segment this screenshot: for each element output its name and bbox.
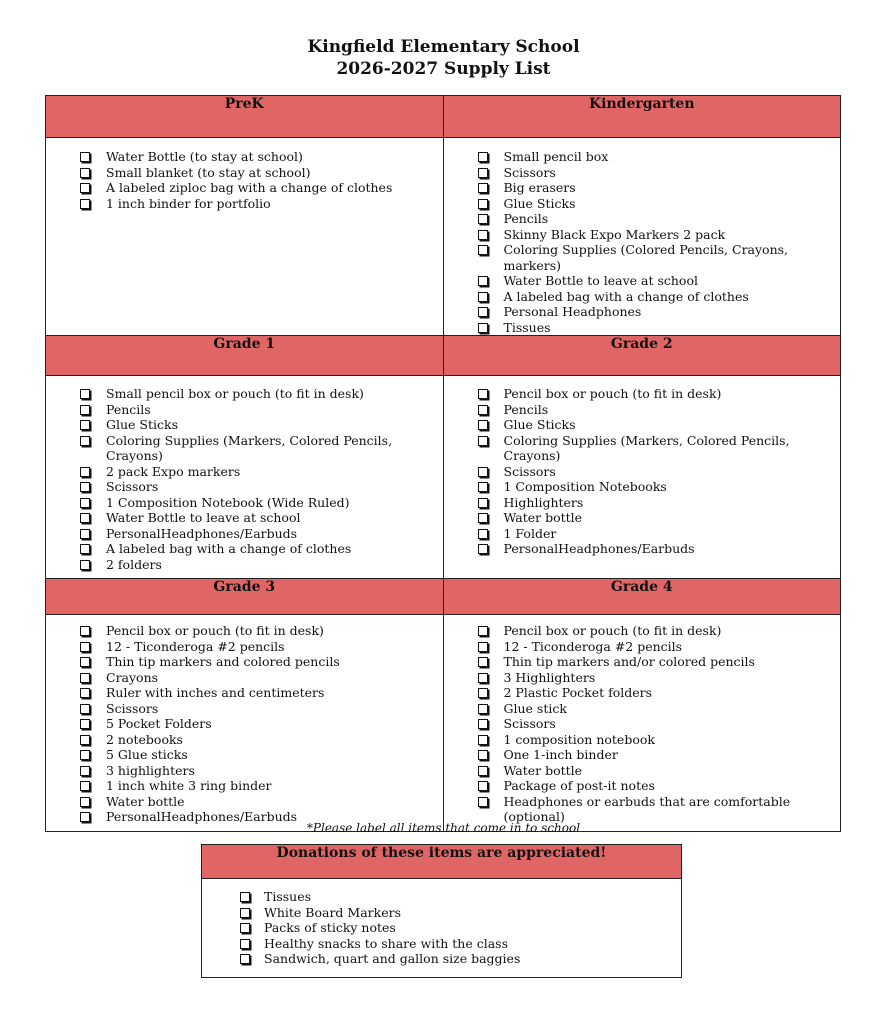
item-label: Water bottle xyxy=(503,762,583,778)
checkbox-icon xyxy=(478,405,488,415)
list-item xyxy=(240,951,681,967)
checkbox-icon xyxy=(80,657,90,667)
header-grade-3: Grade 3 xyxy=(46,579,444,615)
checkbox-icon xyxy=(80,673,90,683)
item-label: Healthy snacks to share with the class xyxy=(264,935,508,951)
list-grade-2 xyxy=(444,376,841,557)
item-label: Water bottle xyxy=(503,510,583,525)
item-label: 12 - Ticonderoga #2 pencils xyxy=(503,638,683,654)
header-grade-4: Grade 4 xyxy=(443,579,841,615)
item-label: Skinny Black Expo Markers 2 pack xyxy=(503,226,726,242)
cell-kindergarten xyxy=(443,138,841,336)
list-item xyxy=(80,464,443,480)
list-item xyxy=(80,778,443,794)
checkbox-icon xyxy=(240,954,250,964)
item-label: Sandwich, quart and gallon size baggies xyxy=(264,951,521,966)
checkbox-icon xyxy=(80,389,90,399)
cell-grade-3 xyxy=(46,615,444,832)
checkbox-icon xyxy=(478,199,488,209)
checkbox-icon xyxy=(478,781,488,791)
item-label: 12 - Ticonderoga #2 pencils xyxy=(106,638,285,654)
list-item xyxy=(240,936,681,952)
list-item xyxy=(80,510,443,526)
list-item xyxy=(478,701,841,717)
item-label: 2 folders xyxy=(106,556,162,572)
item-label: Thin tip markers and/or colored pencils xyxy=(503,654,755,669)
checkbox-icon xyxy=(80,688,90,698)
checkbox-icon xyxy=(478,307,488,317)
list-item xyxy=(478,685,841,701)
item-label: 2 pack Expo markers xyxy=(106,463,241,479)
item-label: Pencils xyxy=(106,401,151,417)
document-title xyxy=(0,36,887,80)
list-item xyxy=(80,433,443,464)
list-item xyxy=(478,495,841,511)
list-item xyxy=(478,417,841,433)
list-item xyxy=(478,402,841,418)
checkbox-icon xyxy=(80,498,90,508)
list-item xyxy=(240,889,681,905)
list-item xyxy=(478,320,841,336)
checkbox-icon xyxy=(478,276,488,286)
item-label: Headphones or earbuds that are comfortable (optional) xyxy=(503,793,791,824)
item-label: Crayons xyxy=(106,669,159,685)
list-item xyxy=(478,732,841,748)
checkbox-icon xyxy=(478,230,488,240)
item-label: 1 Folder xyxy=(503,525,557,541)
item-label: Coloring Supplies (Colored Pencils, Crayons, markers) xyxy=(503,242,789,273)
item-label: Highlighters xyxy=(503,494,584,510)
list-item xyxy=(240,905,681,921)
item-label: Water Bottle to leave at school xyxy=(503,273,698,288)
item-label: Tissues xyxy=(503,319,551,335)
item-label: Glue Sticks xyxy=(503,417,576,432)
cell-grade-4 xyxy=(443,615,841,832)
list-item xyxy=(80,495,443,511)
list-item xyxy=(80,526,443,542)
item-label: 1 inch white 3 ring binder xyxy=(106,778,272,793)
cell-prek xyxy=(46,138,444,336)
checkbox-icon xyxy=(478,529,488,539)
item-label: 1 Composition Notebook (Wide Ruled) xyxy=(106,494,350,510)
checkbox-icon xyxy=(80,719,90,729)
item-label: PersonalHeadphones/Earbuds xyxy=(106,525,298,541)
item-label: Water Bottle (to stay at school) xyxy=(106,149,303,164)
list-item xyxy=(80,149,443,165)
list-item xyxy=(478,165,841,181)
list-kindergarten xyxy=(444,138,841,335)
checkbox-icon xyxy=(80,482,90,492)
list-year: 2026-2027 Supply List xyxy=(336,59,551,79)
list-item xyxy=(478,794,841,825)
list-item xyxy=(240,920,681,936)
item-label: Water Bottle to leave at school xyxy=(106,510,301,525)
item-label: Personal Headphones xyxy=(503,304,642,319)
item-label: Glue stick xyxy=(503,700,567,716)
list-item xyxy=(80,701,443,717)
item-label: 5 Pocket Folders xyxy=(106,716,212,731)
list-item xyxy=(80,165,443,181)
item-label: Small pencil box or pouch (to fit in desk) xyxy=(106,386,364,401)
item-label: 1 inch binder for portfolio xyxy=(106,195,271,211)
list-prek xyxy=(46,138,443,211)
checkbox-icon xyxy=(478,704,488,714)
item-label: Water bottle xyxy=(106,793,185,809)
list-item xyxy=(80,763,443,779)
checkbox-icon xyxy=(80,544,90,554)
header-prek: PreK xyxy=(46,96,444,138)
list-item xyxy=(478,464,841,480)
cell-grade-1 xyxy=(46,376,444,579)
list-item xyxy=(80,402,443,418)
item-label: PersonalHeadphones/Earbuds xyxy=(503,541,695,556)
item-label: Tissues xyxy=(264,889,312,904)
item-label: 3 Highlighters xyxy=(503,669,596,685)
item-label: Package of post-it notes xyxy=(503,778,655,793)
checkbox-icon xyxy=(240,908,250,918)
list-item xyxy=(478,763,841,779)
item-label: White Board Markers xyxy=(264,904,401,920)
list-grade-3 xyxy=(46,615,443,825)
checkbox-icon xyxy=(478,688,488,698)
checkbox-icon xyxy=(80,467,90,477)
list-item xyxy=(80,180,443,196)
list-item xyxy=(478,180,841,196)
checkbox-icon xyxy=(478,183,488,193)
item-label: Scissors xyxy=(106,479,159,494)
item-label: Glue Sticks xyxy=(503,195,576,211)
item-label: 2 notebooks xyxy=(106,731,183,747)
header-grade-1: Grade 1 xyxy=(46,336,444,376)
list-item xyxy=(80,716,443,732)
item-label: Small pencil box xyxy=(503,149,609,164)
item-label: Thin tip markers and colored pencils xyxy=(106,654,340,669)
checkbox-icon xyxy=(80,626,90,636)
checkbox-icon xyxy=(80,781,90,791)
header-kindergarten: Kindergarten xyxy=(443,96,841,138)
list-item xyxy=(478,654,841,670)
item-label: Scissors xyxy=(503,463,556,479)
item-label: Scissors xyxy=(503,164,556,180)
checkbox-icon xyxy=(478,642,488,652)
list-item xyxy=(478,479,841,495)
list-item xyxy=(478,149,841,165)
checkbox-icon xyxy=(478,673,488,683)
list-item xyxy=(478,211,841,227)
checkbox-icon xyxy=(80,529,90,539)
list-item xyxy=(478,541,841,557)
list-grade-1 xyxy=(46,376,443,572)
checkbox-icon xyxy=(478,467,488,477)
list-item xyxy=(80,541,443,557)
item-label: Packs of sticky notes xyxy=(264,920,396,935)
donations-box xyxy=(201,844,682,978)
list-item xyxy=(478,227,841,243)
checkbox-icon xyxy=(80,420,90,430)
checkbox-icon xyxy=(240,923,250,933)
checkbox-icon xyxy=(80,152,90,162)
item-label: One 1-inch binder xyxy=(503,747,618,762)
list-item xyxy=(478,778,841,794)
checkbox-icon xyxy=(478,498,488,508)
list-item xyxy=(80,670,443,686)
header-grade-2: Grade 2 xyxy=(443,336,841,376)
checkbox-icon xyxy=(478,797,488,807)
checkbox-icon xyxy=(80,560,90,570)
donations-list xyxy=(202,879,681,967)
list-item xyxy=(478,289,841,305)
list-item xyxy=(80,623,443,639)
list-item xyxy=(478,526,841,542)
item-label: 1 Composition Notebooks xyxy=(503,479,667,494)
checkbox-icon xyxy=(478,292,488,302)
list-item xyxy=(80,685,443,701)
item-label: Pencil box or pouch (to fit in desk) xyxy=(106,623,324,638)
list-item xyxy=(478,623,841,639)
item-label: A labeled bag with a change of clothes xyxy=(503,288,749,304)
list-item xyxy=(80,196,443,212)
item-label: 3 highlighters xyxy=(106,762,195,778)
item-label: PersonalHeadphones/Earbuds xyxy=(106,809,298,824)
checkbox-icon xyxy=(80,183,90,193)
checkbox-icon xyxy=(478,436,488,446)
item-label: 1 composition notebook xyxy=(503,731,655,747)
checkbox-icon xyxy=(80,405,90,415)
school-name: Kingfield Elementary School xyxy=(307,37,580,57)
item-label: Scissors xyxy=(503,716,556,731)
checkbox-icon xyxy=(478,626,488,636)
item-label: Pencil box or pouch (to fit in desk) xyxy=(503,623,722,638)
list-item xyxy=(80,417,443,433)
list-item xyxy=(80,479,443,495)
checkbox-icon xyxy=(80,735,90,745)
list-item xyxy=(80,732,443,748)
checkbox-icon xyxy=(478,719,488,729)
checkbox-icon xyxy=(80,642,90,652)
item-label: Pencil box or pouch (to fit in desk) xyxy=(503,386,722,401)
list-item xyxy=(478,716,841,732)
item-label: 5 Glue sticks xyxy=(106,747,188,762)
checkbox-icon xyxy=(478,750,488,760)
checkbox-icon xyxy=(478,420,488,430)
checkbox-icon xyxy=(80,750,90,760)
checkbox-icon xyxy=(478,214,488,224)
checkbox-icon xyxy=(240,939,250,949)
list-item xyxy=(80,386,443,402)
list-item xyxy=(478,386,841,402)
list-item xyxy=(478,273,841,289)
list-item xyxy=(478,747,841,763)
item-label: Coloring Supplies (Markers, Colored Pencils, Crayons) xyxy=(503,432,790,463)
label-note: *Please label all items that come in to school xyxy=(306,821,581,835)
checkbox-icon xyxy=(80,168,90,178)
checkbox-icon xyxy=(478,544,488,554)
checkbox-icon xyxy=(478,168,488,178)
checkbox-icon xyxy=(80,436,90,446)
item-label: Pencils xyxy=(503,401,549,417)
list-item xyxy=(478,304,841,320)
list-item xyxy=(478,510,841,526)
list-item xyxy=(478,433,841,464)
checkbox-icon xyxy=(240,892,250,902)
checkbox-icon xyxy=(478,323,488,333)
item-label: Big erasers xyxy=(503,180,576,195)
checkbox-icon xyxy=(80,797,90,807)
checkbox-icon xyxy=(478,152,488,162)
item-label: Small blanket (to stay at school) xyxy=(106,164,311,180)
list-item xyxy=(478,670,841,686)
checkbox-icon xyxy=(80,704,90,714)
checkbox-icon xyxy=(80,766,90,776)
item-label: 2 Plastic Pocket folders xyxy=(503,685,653,700)
list-item xyxy=(478,639,841,655)
item-label: A labeled bag with a change of clothes xyxy=(106,541,352,556)
list-grade-4 xyxy=(444,615,841,825)
checkbox-icon xyxy=(478,245,488,255)
item-label: Pencils xyxy=(503,211,549,226)
checkbox-icon xyxy=(478,735,488,745)
donations-header: Donations of these items are appreciated! xyxy=(202,845,682,879)
item-label: Coloring Supplies (Markers, Colored Pencils, Crayons) xyxy=(106,432,393,463)
item-label: A labeled ziploc bag with a change of clothes xyxy=(106,180,393,195)
list-item xyxy=(80,639,443,655)
checkbox-icon xyxy=(478,513,488,523)
supply-grid xyxy=(45,95,841,832)
checkbox-icon xyxy=(478,766,488,776)
donations-cell xyxy=(202,879,682,978)
cell-grade-2 xyxy=(443,376,841,579)
checkbox-icon xyxy=(80,513,90,523)
list-item xyxy=(80,654,443,670)
checkbox-icon xyxy=(478,657,488,667)
checkbox-icon xyxy=(80,199,90,209)
list-item xyxy=(80,747,443,763)
list-item xyxy=(478,196,841,212)
list-item xyxy=(478,242,841,273)
item-label: Scissors xyxy=(106,700,159,716)
list-item xyxy=(80,557,443,573)
checkbox-icon xyxy=(478,389,488,399)
item-label: Glue Sticks xyxy=(106,417,178,432)
item-label: Ruler with inches and centimeters xyxy=(106,685,325,700)
checkbox-icon xyxy=(478,482,488,492)
list-item xyxy=(80,794,443,810)
